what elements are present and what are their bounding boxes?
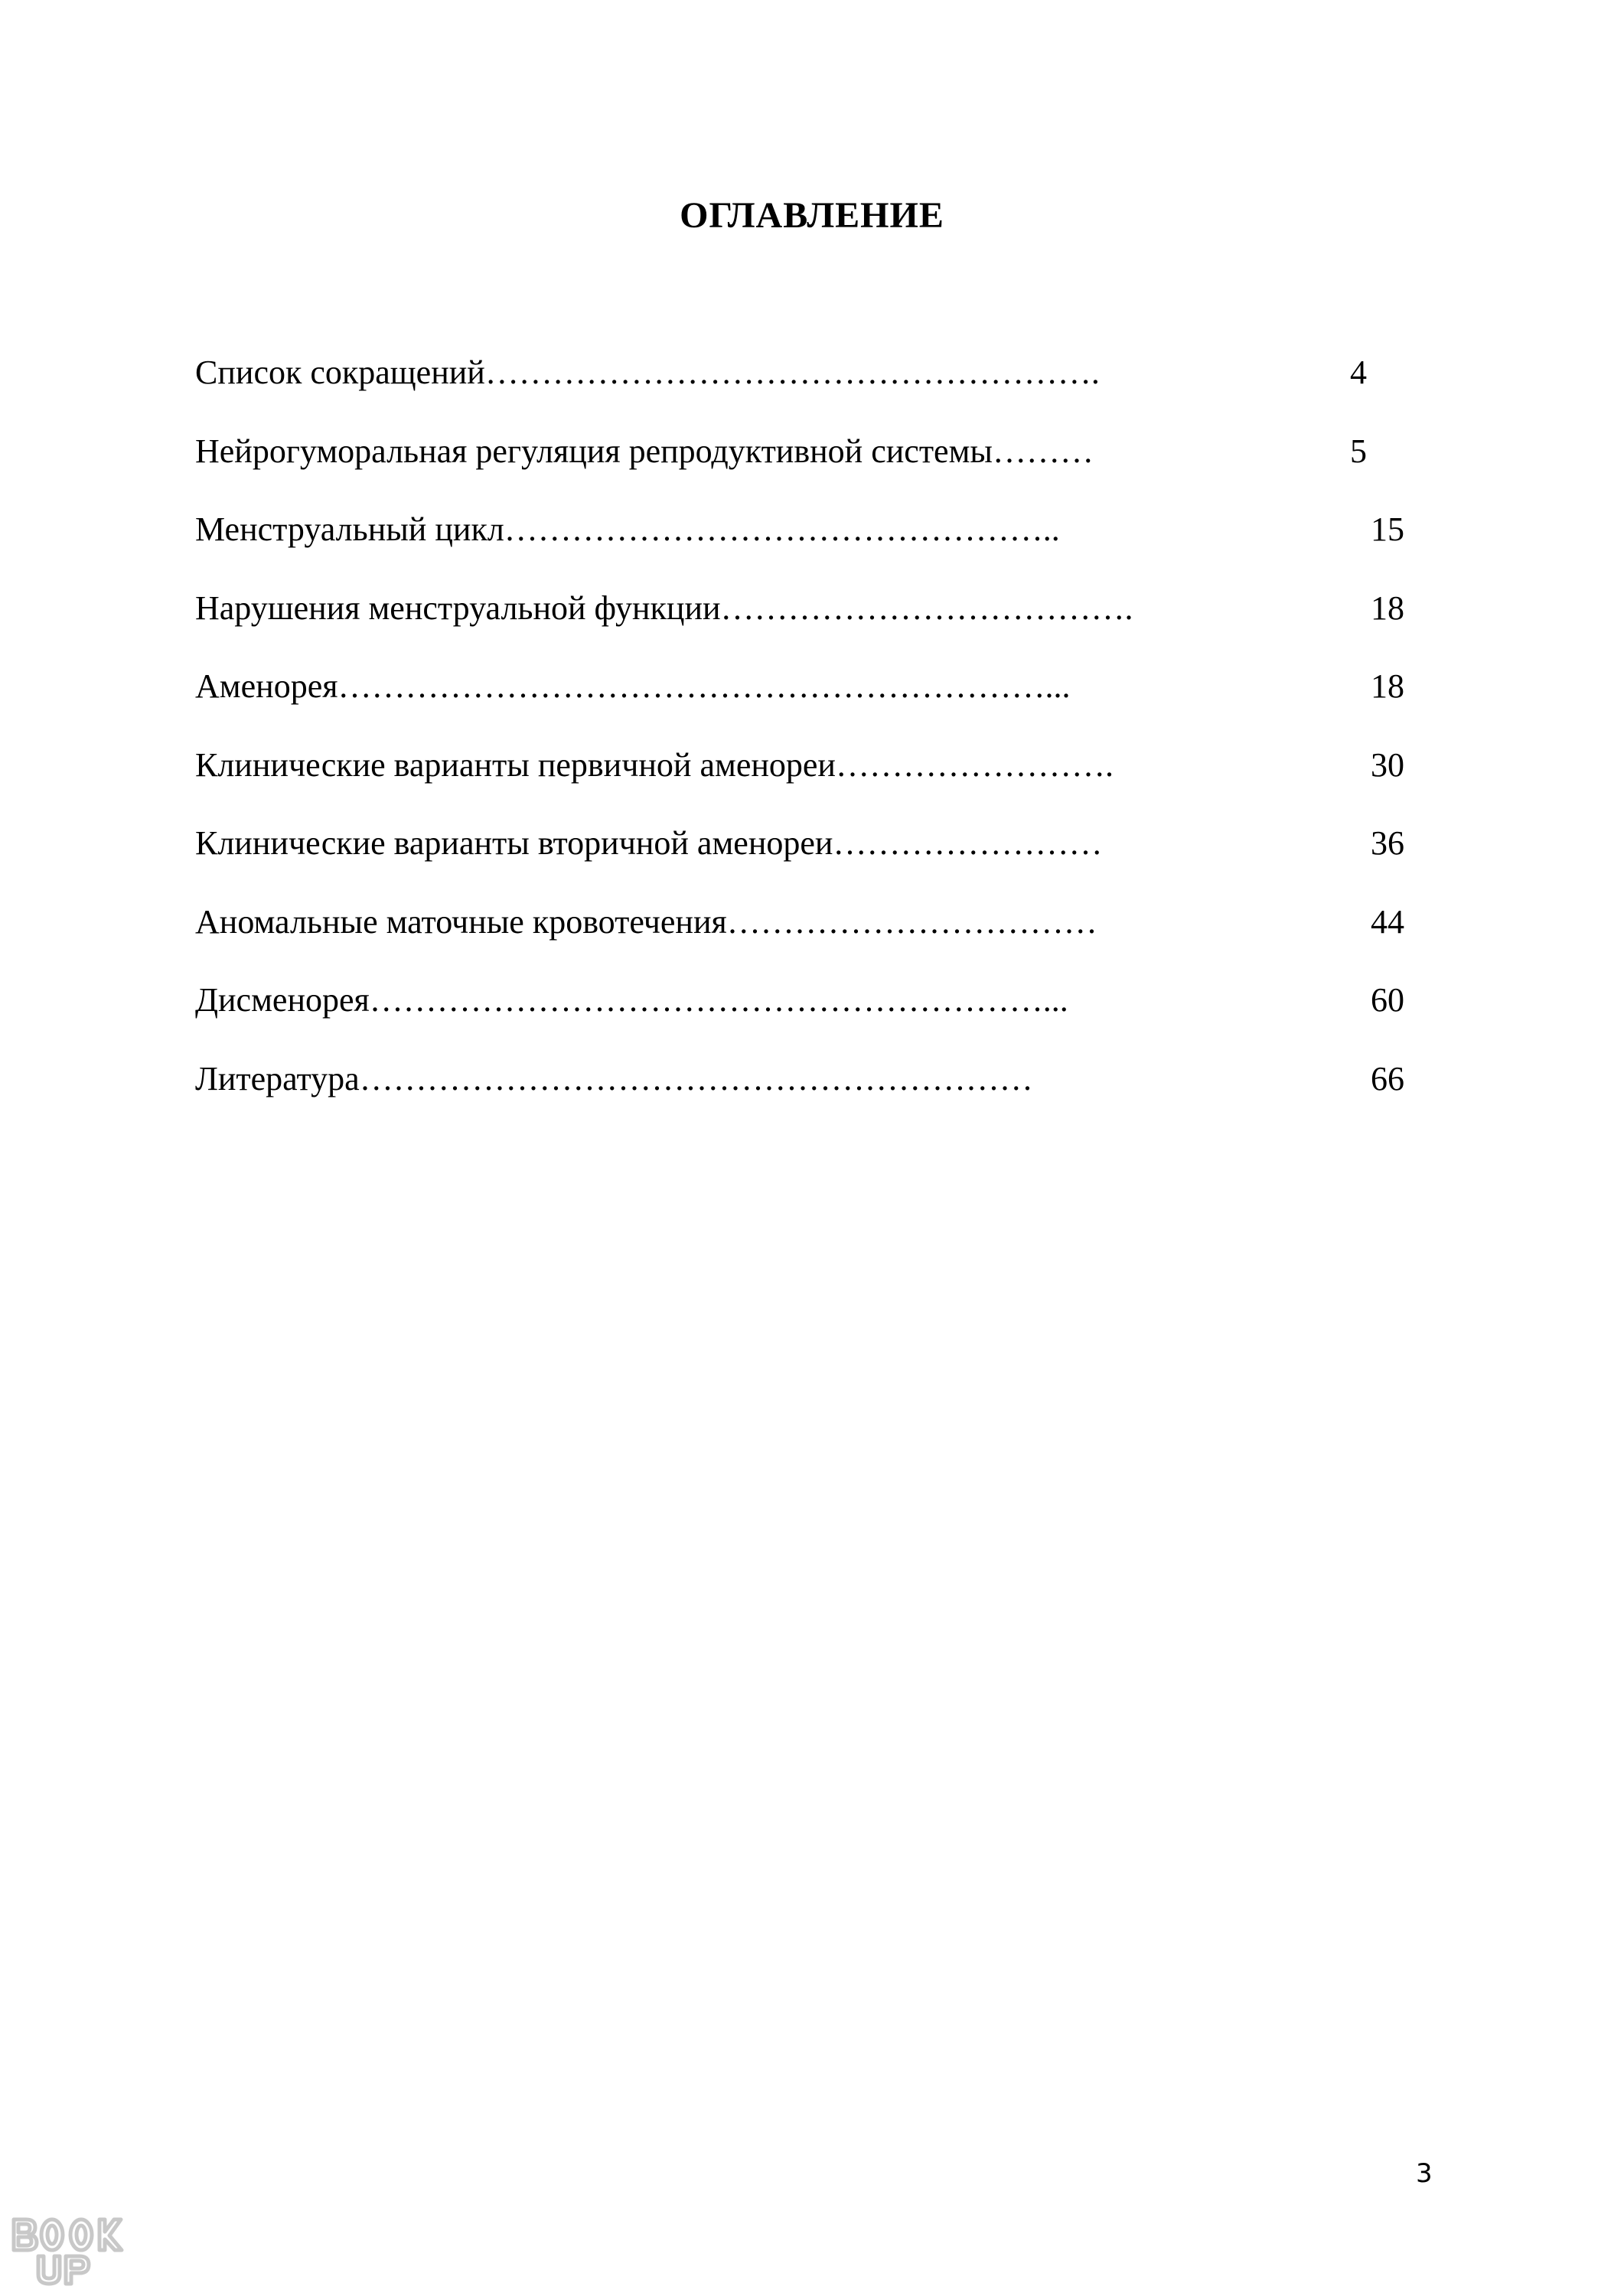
toc-entry-page: 5	[1350, 432, 1367, 470]
toc-entry-page: 18	[1371, 667, 1404, 705]
toc-entry	[195, 662, 1404, 741]
toc-list	[195, 348, 1404, 1133]
toc-entry	[195, 741, 1404, 820]
toc-entry-page: 44	[1371, 902, 1404, 941]
toc-entry-title: Литература……………………………………………………	[195, 1059, 1033, 1097]
toc-entry-title: Клинические варианты первичной аменореи…………………….	[195, 745, 1114, 784]
toc-entry-title: Аномальные маточные кровотечения……………………………	[195, 902, 1097, 941]
toc-entry-page: 36	[1371, 824, 1404, 862]
page-number: 3	[1416, 2158, 1433, 2189]
toc-entry-page: 4	[1350, 354, 1367, 391]
toc-entry	[195, 1055, 1404, 1133]
toc-entry-title: Дисменорея……………………………………………………...	[195, 981, 1068, 1019]
toc-entry	[195, 898, 1404, 977]
toc-entry	[195, 584, 1404, 663]
toc-entry-title: Нейрогуморальная регуляция репродуктивной системы………	[195, 432, 1094, 470]
toc-entry	[195, 976, 1404, 1055]
toc-entry-title: Список сокращений……………………………………………….	[195, 354, 1100, 391]
toc-entry-title: Аменорея………………………………………………………...	[195, 667, 1071, 705]
toc-entry	[195, 819, 1404, 898]
toc-entry-page: 18	[1371, 589, 1404, 627]
toc-entry-title: Клинические варианты вторичной аменореи……………………	[195, 824, 1103, 862]
toc-entry-page: 15	[1371, 510, 1404, 548]
bookup-watermark-logo	[8, 2213, 138, 2288]
toc-entry-page: 66	[1371, 1059, 1404, 1097]
toc-entry	[195, 427, 1404, 506]
toc-entry	[195, 505, 1404, 584]
toc-heading: ОГЛАВЛЕНИЕ	[680, 195, 944, 236]
toc-entry-title: Нарушения менструальной функции……………………………….	[195, 589, 1133, 627]
toc-entry-page: 60	[1371, 981, 1404, 1019]
toc-entry-page: 30	[1371, 745, 1404, 784]
toc-entry-title: Менструальный цикл…………………………………………..	[195, 510, 1060, 548]
toc-entry	[195, 348, 1404, 427]
